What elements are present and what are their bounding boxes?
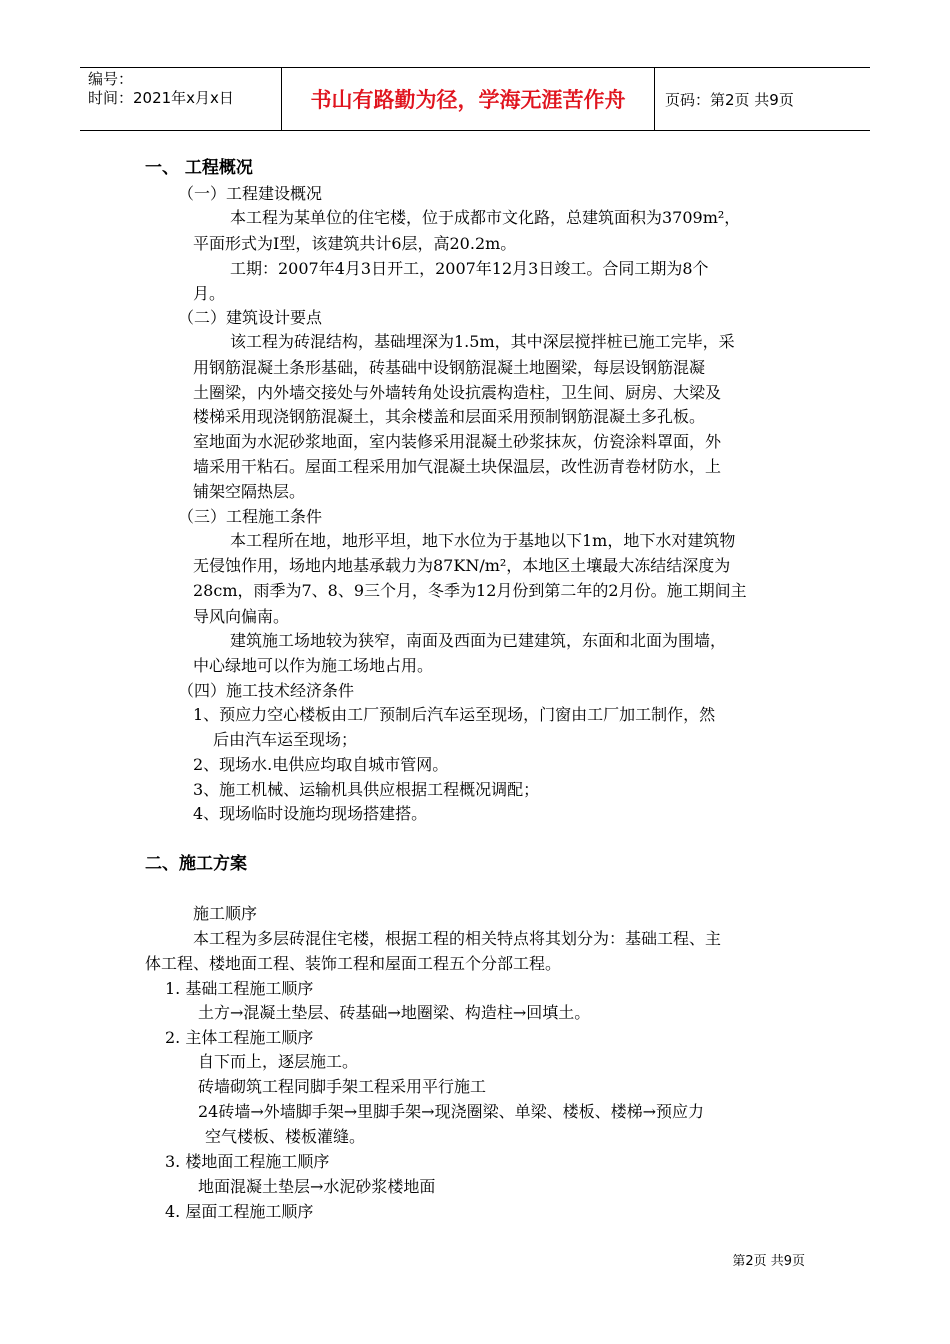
paragraph-line: 地面混凝土垫层→水泥砂浆楼地面 bbox=[198, 1177, 436, 1196]
list-item: 4. 屋面工程施工顺序 bbox=[165, 1202, 314, 1221]
header-meta bbox=[80, 68, 282, 130]
list-item: 1、预应力空心楼板由工厂预制后汽车运至现场，门窗由工厂加工制作，然 bbox=[193, 705, 716, 724]
paragraph-line: 室地面为水泥砂浆地面，室内装修采用混凝土砂浆抹灰，仿瓷涂料罩面，外 bbox=[193, 432, 722, 451]
paragraph-line: 土方→混凝土垫层、砖基础→地圈梁、构造柱→回填土。 bbox=[198, 1003, 591, 1022]
paragraph-line: 体工程、楼地面工程、装饰工程和屋面工程五个分部工程。 bbox=[145, 954, 562, 973]
list-item: 2、现场水.电供应均取自城市管网。 bbox=[193, 755, 449, 774]
section-heading: 一、 工程概况 bbox=[145, 158, 253, 178]
time-label: 时间：2021年x月x日 bbox=[88, 89, 234, 107]
section-heading: 二、施工方案 bbox=[145, 854, 247, 874]
paragraph-line: 楼梯采用现浇钢筋混凝土，其余楼盖和层面采用预制钢筋混凝土多孔板。 bbox=[193, 407, 706, 426]
paragraph-line: 28cm，雨季为7、8、9三个月，冬季为12月份到第二年的2月份。施工期间主 bbox=[193, 581, 747, 600]
paragraph-line: 铺架空隔热层。 bbox=[193, 482, 306, 501]
subsection-heading: （三）工程施工条件 bbox=[178, 507, 323, 526]
page-header bbox=[80, 67, 870, 131]
paragraph-line: 施工顺序 bbox=[193, 904, 258, 923]
paragraph-line: 建筑施工场地较为狭窄，南面及西面为已建建筑，东面和北面为围墙， bbox=[230, 631, 727, 650]
list-item-continuation: 后由汽车运至现场； bbox=[213, 730, 358, 749]
paragraph-line: 本工程为某单位的住宅楼，位于成都市文化路，总建筑面积为3709m²， bbox=[230, 208, 741, 227]
list-item: 4、现场临时设施均现场搭建搭。 bbox=[193, 804, 428, 823]
list-item: 1. 基础工程施工顺序 bbox=[165, 979, 314, 998]
paragraph-line: 用钢筋混凝土条形基础，砖基础中设钢筋混凝土地圈梁，每层设钢筋混凝 bbox=[193, 358, 706, 377]
paragraph-line: 导风向偏南。 bbox=[193, 607, 290, 626]
paragraph-line: 24砖墙→外墙脚手架→里脚手架→现浇圈梁、单梁、楼板、楼梯→预应力 bbox=[198, 1102, 704, 1121]
subsection-heading: （二）建筑设计要点 bbox=[178, 308, 323, 327]
header-motto: 书山有路勤为径，学海无涯苦作舟 bbox=[282, 68, 655, 130]
page-footer: 第2页 共9页 bbox=[732, 1254, 805, 1269]
header-page-info: 页码：第2页 共9页 bbox=[665, 90, 794, 109]
list-item: 3、施工机械、运输机具供应根据工程概况调配； bbox=[193, 780, 540, 799]
subsection-heading: （四）施工技术经济条件 bbox=[178, 681, 355, 700]
subsection-heading: （一）工程建设概况 bbox=[178, 184, 323, 203]
paragraph-line: 本工程为多层砖混住宅楼，根据工程的相关特点将其划分为：基础工程、主 bbox=[193, 929, 722, 948]
paragraph-line: 土圈梁，内外墙交接处与外墙转角处设抗震构造柱，卫生间、厨房、大梁及 bbox=[193, 383, 722, 402]
paragraph-line: 砖墙砌筑工程同脚手架工程采用平行施工 bbox=[198, 1077, 487, 1096]
paragraph-line: 本工程所在地，地形平坦，地下水位为于基地以下1m，地下水对建筑物 bbox=[230, 531, 736, 550]
paragraph-line: 墙采用干粘石。屋面工程采用加气混凝土块保温层，改性沥青卷材防水，上 bbox=[193, 457, 722, 476]
paragraph-line: 自下而上，逐层施工。 bbox=[198, 1052, 359, 1071]
paragraph-line: 平面形式为Ⅰ型，该建筑共计6层，高20.2m。 bbox=[193, 234, 517, 253]
list-item: 3. 楼地面工程施工顺序 bbox=[165, 1152, 330, 1171]
paragraph-line: 该工程为砖混结构，基础埋深为1.5m，其中深层搅拌桩已施工完毕，采 bbox=[230, 332, 735, 351]
paragraph-line: 空气楼板、楼板灌缝。 bbox=[205, 1127, 366, 1146]
paragraph-line: 月。 bbox=[193, 284, 226, 303]
paragraph-line: 无侵蚀作用，场地内地基承载力为87KN/m²，本地区土壤最大冻结结深度为 bbox=[193, 556, 731, 575]
paragraph-line: 中心绿地可以作为施工场地占用。 bbox=[193, 656, 434, 675]
number-label: 编号： bbox=[88, 70, 134, 88]
list-item: 2. 主体工程施工顺序 bbox=[165, 1028, 314, 1047]
paragraph-line: 工期：2007年4月3日开工，2007年12月3日竣工。合同工期为8个 bbox=[230, 259, 709, 278]
